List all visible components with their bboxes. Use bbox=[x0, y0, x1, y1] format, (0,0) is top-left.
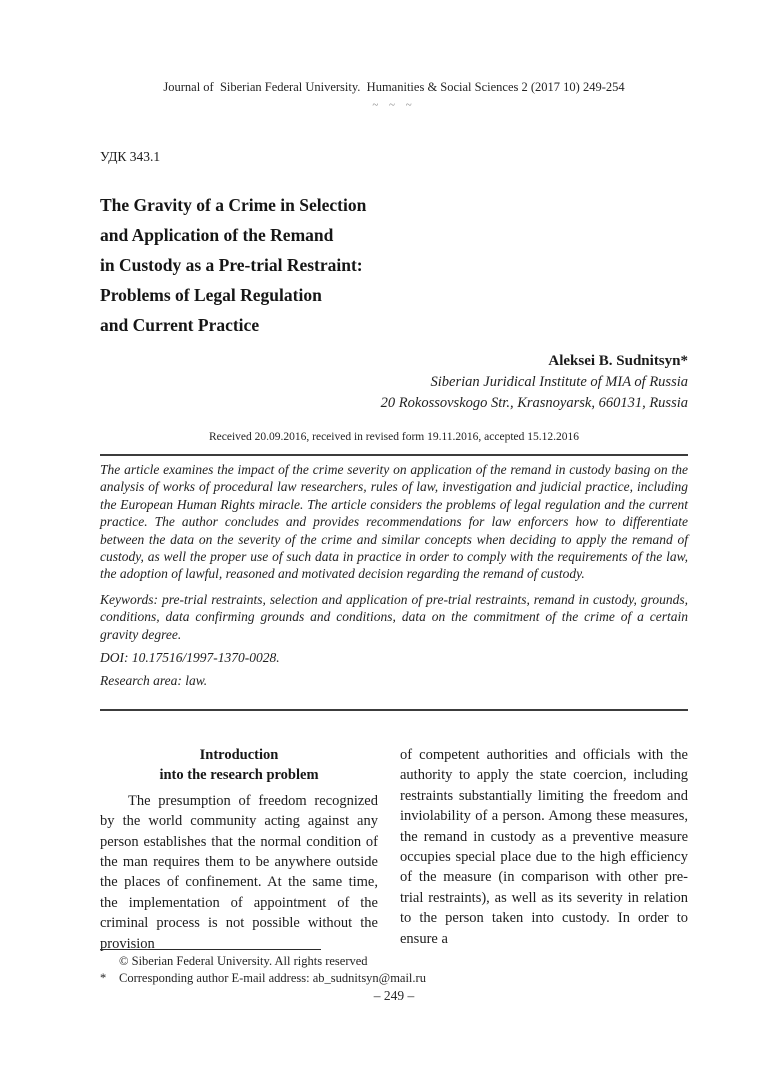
body-columns bbox=[100, 745, 688, 954]
keywords-text: Keywords: pre-trial restraints, selection and application of pre-trial restraints, remand in custody, grounds, conditions, data confirming grounds and conditions, data on the commitment of the crime of a certain gravity degree. bbox=[100, 591, 688, 642]
section-heading-introduction bbox=[100, 745, 378, 786]
corresponding-author-line bbox=[100, 970, 688, 987]
article-title-line: Problems of Legal Regulation bbox=[100, 285, 322, 305]
page-number: – 249 – bbox=[373, 988, 415, 1003]
author-address: 20 Rokossovskogo Str., Krasnoyarsk, 660131, Russia bbox=[380, 395, 688, 411]
copyright-line: © Siberian Federal University. All rights reserved bbox=[119, 954, 368, 968]
author-affiliation: Siberian Juridical Institute of MIA of Russia bbox=[430, 374, 688, 390]
corresponding-author-text: Corresponding author E-mail address: ab_sudnitsyn@mail.ru bbox=[119, 970, 426, 985]
body-paragraph-right: of competent authorities and officials with the authority to apply the state coercion, including restraints substantially limiting the freedom and inviolability of a person. Among these measures, the remand in custody as a preventive measure occupies special place due to the high efficiency of the measure (in comparison with other pre-trial restraints), as well as its severity in relation to the person taken into custody. In order to ensure a bbox=[400, 747, 688, 947]
article-title-line: and Current Practice bbox=[100, 315, 260, 335]
body-column-left bbox=[100, 745, 378, 954]
footnote-asterisk: * bbox=[100, 970, 107, 985]
section-heading-line: Introduction bbox=[199, 747, 279, 763]
tilde-separator: ~ ~ ~ bbox=[372, 99, 416, 111]
article-title-line: The Gravity of a Crime in Selection bbox=[100, 195, 367, 215]
research-area-text: Research area: law. bbox=[100, 673, 208, 689]
section-heading-line: into the research problem bbox=[159, 767, 319, 784]
abstract-block bbox=[100, 458, 688, 690]
author-name: Aleksei B. Sudnitsyn* bbox=[548, 353, 688, 369]
doi-text: DOI: 10.17516/1997-1370-0028. bbox=[100, 650, 280, 666]
journal-header-line: Journal of Siberian Federal University. Humanities & Social Sciences 2 (2017 10) 249-254 bbox=[163, 80, 625, 94]
article-title-line: in Custody as a Pre-trial Restraint: bbox=[100, 255, 363, 275]
abstract-bottom-rule bbox=[100, 709, 688, 711]
body-column-right bbox=[400, 745, 688, 954]
received-dates-line: Received 20.09.2016, received in revised form 19.11.2016, accepted 15.12.2016 bbox=[208, 431, 580, 443]
author-block bbox=[100, 351, 688, 414]
abstract-text: The article examines the impact of the crime severity on application of the remand in custody basing on the analysis of works of procedural law researchers, rules of law, investigation and judicial practice, including the European Human Rights miracle. The article considers the problems of legal regulation and the current practice. The author concludes and provides recommendations for law enforcers how to differentiate between the data on the severity of the crime and similar concepts when deciding to apply the remand of custody, as well the proper use of such data in practice in order to comply with the requirements of the law, the adoption of lawful, reasoned and motivated decision regarding the remand of custody. bbox=[100, 462, 688, 582]
body-paragraph-left: The presumption of freedom recognized by the world community acting against any person establishes that the normal condition of the man requires them to be anywhere outside the places of confinement. At the same time, the implementation of appointment of the criminal process is not possible without the provision bbox=[100, 792, 378, 952]
footnotes bbox=[100, 953, 688, 986]
article-title bbox=[100, 190, 688, 340]
article-title-line: and Application of the Remand bbox=[100, 225, 334, 245]
abstract-top-rule bbox=[100, 454, 688, 456]
footnote-rule bbox=[100, 949, 321, 950]
udk-classification: УДК 343.1 bbox=[100, 149, 161, 164]
